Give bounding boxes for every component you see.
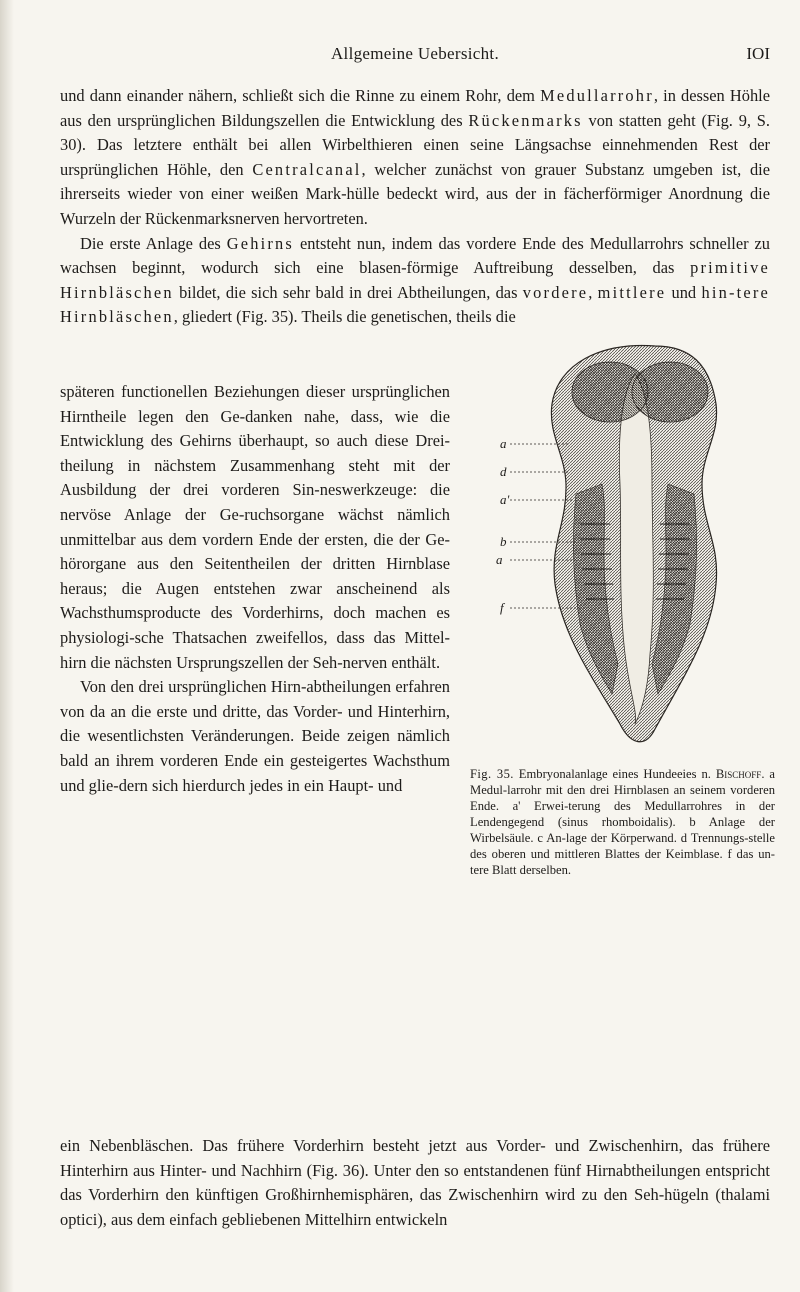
paragraph-hirnabtheilungen: Von den drei ursprünglichen Hirn-abtheilungen erfahren von da an die erste und dritte, das Vorder- und Hinterhirn, die wesentlichsten Veränderungen. Beide zeigen nämlich bald an ihrem vorderen Ende ein gesteigertes Wachsthum und glie-dern sich hierdurch jedes in ein Haupt- und (60, 677, 450, 795)
text-block-top (60, 84, 770, 330)
text-run: und dann einander nähern, schließt sich die Rinne zu einem Rohr, dem (60, 86, 541, 105)
text-run: Die erste Anlage des (80, 233, 227, 253)
term-mittlere: mittlere (597, 282, 667, 302)
text-run: , in dessen Höhle aus den ursprünglichen Bildungszellen die Entwicklung des (60, 86, 770, 130)
text-run: , gliedert (Fig. 35). Theils die genetischen, theils die (173, 307, 516, 327)
text-run: bildet, die sich sehr bald in drei Abtheilungen, das (173, 282, 523, 302)
caption-text: Embryonalanlage eines Hundeeies n. (513, 767, 716, 781)
text-run: von statten geht (Fig. 9, S. 30). Das letztere enthält bei allen Wirbelthieren einen seine Längsachse einnehmenden Rest der ursprünglichen Höhle, den (60, 110, 770, 179)
figure-label-b: b (500, 534, 507, 549)
term-hintere-hirnblaeschen: hin-tere Hirnbläschen (60, 282, 771, 327)
embryo-illustration (480, 334, 770, 764)
text-run: , welcher zunächst von grauer Substanz umgeben ist, die ihrerseits wieder von einer weißen Mark-hülle bedeckt wird, aus der in fächerförmiger Anordnung die Wurzeln der Rückenmarksnerven hervortreten. (60, 159, 770, 228)
term-centralcanal: Centralcanal (252, 159, 362, 179)
figure-label-a: a (500, 436, 507, 451)
figure-embryo (480, 334, 770, 764)
page-binding-shadow (0, 0, 14, 1292)
paragraph-gehirn (60, 232, 770, 330)
figure-label-f: f (500, 600, 504, 615)
header-title: Allgemeine Uebersicht. (330, 44, 500, 63)
caption-text: . a Medul-larrohr mit den drei Hirnblasen an seinem vorderen Ende. a' Erwei-terung des Medullarrohres in der Lendengegend (sinus rhomboidalis). b Anlage der Wirbelsäule. c An-lage der Körperwand. d Trennungs-stelle des oberen und mittleren Blattes der Keimblase. f das un-tere Blatt derselben. (470, 767, 775, 877)
text-run: und (666, 282, 702, 302)
page-number: IOI (746, 44, 770, 63)
paragraph-medullarrohr (60, 84, 770, 232)
figure-label-a-lower: a (496, 552, 503, 567)
term-rueckenmarks: Rückenmarks (468, 110, 583, 130)
paragraph-beziehungen: späteren functionellen Beziehungen dieser ursprünglichen Hirntheile legen den Ge-danken nahe, dass, wie die Entwicklung des Gehirns überhaupt, so auch diese Drei-theilung in nächstem Zusammenhang steht mit der Ausbildung der drei vorderen Sin-neswerkzeuge: die nervöse Anlage der Ge-ruchsorgane wächst nämlich unmittelbar aus dem vordern Ende der ersten, die der Ge-hörorgane aus den Seitentheilen der dritten Hirnblase heraus; die Augen entstehen zwar anscheinend als Wachsthumsproducte des Vorderhirns, doch machen es physiologi-sche Thatsachen zweifellos, dass das Mittel-hirn die nächsten Ursprungszellen der Seh-nerven enthält. (60, 382, 450, 672)
caption-figure-number: Fig. 35. (470, 767, 514, 781)
term-gehirns: Gehirns (226, 233, 294, 253)
text-run: , (588, 282, 598, 302)
right-vesicle (632, 362, 708, 422)
term-medullarrohr: Medullarrohr (540, 86, 654, 105)
running-header (60, 44, 770, 74)
caption-author: Bischoff (715, 767, 762, 781)
term-primitive-hirnblaeschen: primitive Hirnbläschen (60, 258, 770, 302)
figure-caption (470, 766, 775, 878)
figure-label-a-prime: a' (500, 492, 510, 507)
term-vordere: vordere (522, 282, 589, 302)
paragraph-nebenblaeschen: ein Nebenbläschen. Das frühere Vorderhirn besteht jetzt aus Vorder- und Zwischenhirn, das frühere Hinterhirn aus Hinter- und Nachhirn (Fig. 36). Unter den so entstandenen fünf Hirnabtheilungen entspricht das Vorderhirn den künftigen Großhirnhemisphären, das Zwischenhirn wird zu den Seh-hügeln (thalami optici), aus dem einfach gebliebenen Mittelhirn entwickeln (60, 1136, 770, 1229)
text-run: entsteht nun, indem das vordere Ende des Medullarrohrs schneller zu wachsen beginnt, wodurch sich eine blasen-förmige Auftreibung desselben, das (60, 233, 770, 278)
text-block-narrow (60, 380, 450, 798)
figure-label-d-upper: d (500, 464, 507, 479)
text-block-bottom (60, 1134, 770, 1232)
